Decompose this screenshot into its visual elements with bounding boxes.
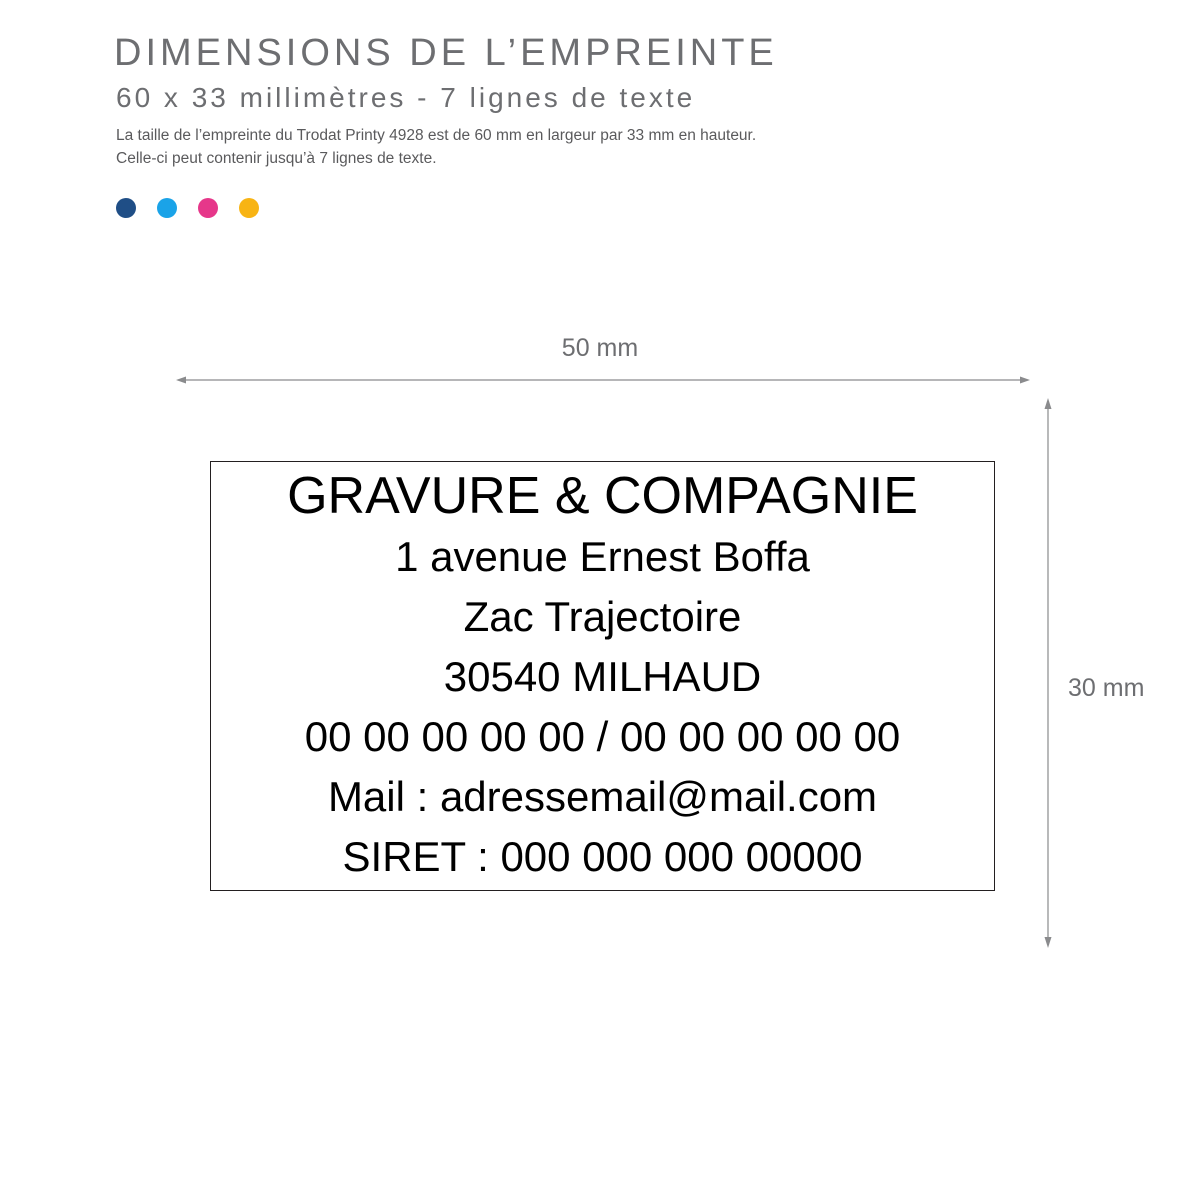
description-line-2: Celle-ci peut contenir jusqu’à 7 lignes de texte. xyxy=(116,150,437,167)
height-dimension-label: 30 mm xyxy=(1068,674,1145,702)
stamp-line-company: GRAVURE & COMPAGNIE xyxy=(287,467,918,525)
stamp-line-address: 1 avenue Ernest Boffa xyxy=(395,533,810,580)
height-arrow xyxy=(1045,398,1052,948)
stamp-line-email: Mail : adressemail@mail.com xyxy=(327,773,878,820)
stamp-line-city: 30540 MILHAUD xyxy=(443,653,762,700)
width-dimension-label: 50 mm xyxy=(561,334,639,362)
stamp-imprint-preview xyxy=(210,461,995,891)
page-title: DIMENSIONS DE L’EMPREINTE xyxy=(114,32,778,74)
width-arrow xyxy=(176,377,1030,384)
description-line-1: La taille de l’empreinte du Trodat Printy 4928 est de 60 mm en largeur par 33 mm en hauteur. xyxy=(116,127,757,144)
stamp-line-phone: 00 00 00 00 00 / 00 00 00 00 00 xyxy=(304,713,901,760)
stamp-line-zone: Zac Trajectoire xyxy=(463,593,742,640)
stamp-line-siret: SIRET : 000 000 000 00000 xyxy=(342,833,863,880)
page-subtitle: 60 x 33 millimètres - 7 lignes de texte xyxy=(116,82,696,113)
